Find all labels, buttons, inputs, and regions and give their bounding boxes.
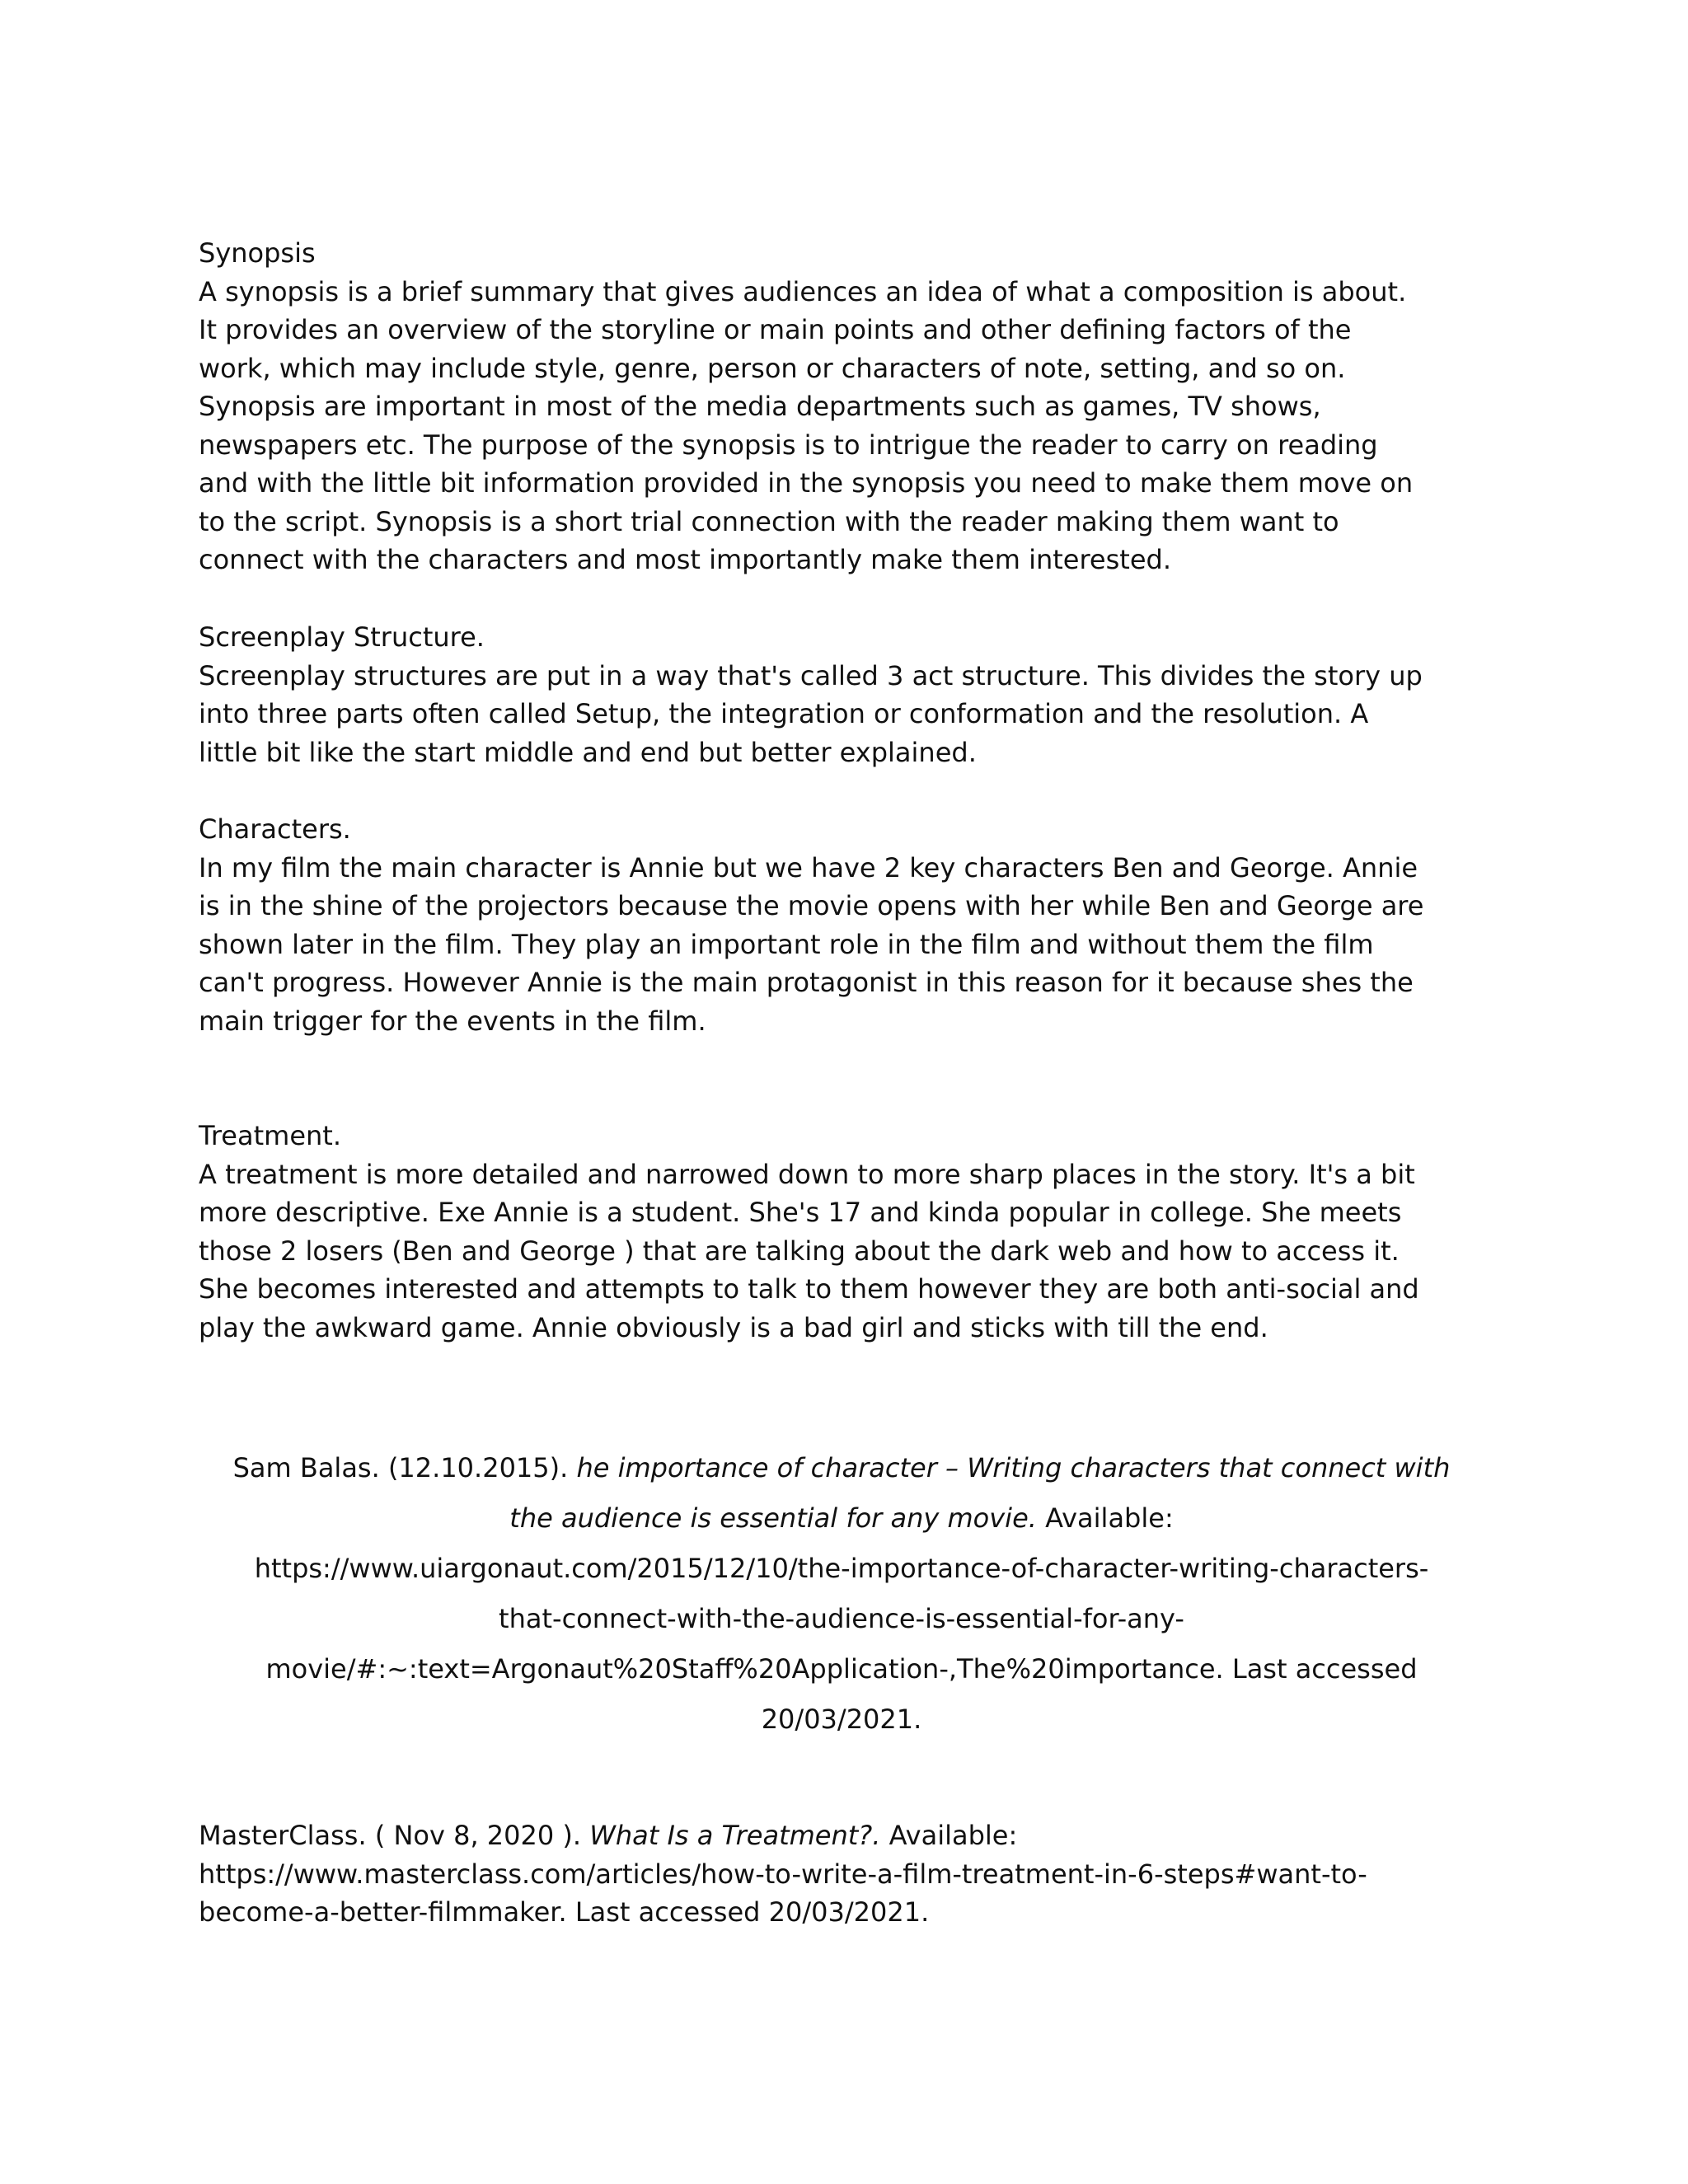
characters-line: shown later in the film. They play an important role in the film and without them the film <box>199 928 1374 960</box>
treatment-heading: Treatment. <box>199 1120 341 1151</box>
characters-line: In my film the main character is Annie but we have 2 key characters Ben and George. Annie <box>199 851 1418 883</box>
treatment-line: more descriptive. Exe Annie is a student. She's 17 and kinda popular in college. She meets <box>199 1197 1402 1228</box>
treatment-line: A treatment is more detailed and narrowed down to more sharp places in the story. It's a bit <box>199 1158 1415 1190</box>
reference-author: Sam Balas. (12.10.2015). <box>232 1452 577 1483</box>
reference-line <box>199 1443 1484 1493</box>
reference-sam-balas <box>199 1443 1484 1745</box>
treatment-line: She becomes interested and attempts to talk to them however they are both anti-social and <box>199 1273 1419 1305</box>
reference-masterclass <box>199 1816 1517 1932</box>
synopsis-section <box>199 234 1517 579</box>
reference-available: Available: <box>880 1820 1018 1851</box>
synopsis-line: work, which may include style, genre, person or characters of note, setting, and so on. <box>199 352 1346 384</box>
treatment-section <box>199 1117 1517 1347</box>
reference-line <box>199 1816 1517 1855</box>
screenplay-heading: Screenplay Structure. <box>199 621 485 653</box>
reference-line <box>199 1493 1484 1544</box>
characters-section <box>199 810 1517 1040</box>
synopsis-line: and with the little bit information provided in the synopsis you need to make them move on <box>199 467 1414 499</box>
screenplay-line: into three parts often called Setup, the integration or conformation and the resolution. A <box>199 698 1369 729</box>
reference-available: Available: <box>1036 1502 1174 1534</box>
synopsis-line: It provides an overview of the storyline or main points and other defining factors of the <box>199 314 1352 345</box>
reference-url: movie/#:~:text=Argonaut%20Staff%20Application-,The%20importance. Last accessed <box>265 1653 1418 1685</box>
screenplay-line: Screenplay structures are put in a way that's called 3 act structure. This divides the story up <box>199 659 1423 691</box>
screenplay-line: little bit like the start middle and end but better explained. <box>199 736 977 768</box>
reference-url: that-connect-with-the-audience-is-essential-for-any- <box>499 1603 1184 1634</box>
reference-title: he importance of character – Writing characters that connect with <box>576 1452 1451 1483</box>
synopsis-heading: Synopsis <box>199 237 316 269</box>
characters-line: is in the shine of the projectors because the movie opens with her while Ben and George are <box>199 890 1424 921</box>
treatment-line: those 2 losers (Ben and George ) that are talking about the dark web and how to access it. <box>199 1235 1400 1267</box>
reference-url: https://www.masterclass.com/articles/how-to-write-a-film-treatment-in-6-steps#want-to- <box>199 1858 1367 1890</box>
reference-title: the audience is essential for any movie. <box>509 1502 1037 1534</box>
synopsis-line: newspapers etc. The purpose of the synopsis is to intrigue the reader to carry on reading <box>199 429 1378 461</box>
synopsis-line: Synopsis are important in most of the media departments such as games, TV shows, <box>199 391 1321 422</box>
characters-line: main trigger for the events in the film. <box>199 1005 706 1037</box>
reference-accessed: 20/03/2021. <box>761 1704 922 1735</box>
synopsis-line: A synopsis is a brief summary that gives audiences an idea of what a composition is about. <box>199 275 1407 307</box>
reference-url: https://www.uiargonaut.com/2015/12/10/the-importance-of-character-writing-characters- <box>254 1553 1429 1584</box>
reference-author: MasterClass. ( Nov 8, 2020 ). <box>199 1820 590 1851</box>
characters-line: can't progress. However Annie is the main protagonist in this reason for it because shes the <box>199 967 1414 998</box>
reference-accessed: become-a-better-filmmaker. Last accessed 20/03/2021. <box>199 1896 930 1928</box>
reference-title: What Is a Treatment?. <box>589 1820 881 1851</box>
characters-heading: Characters. <box>199 813 351 845</box>
synopsis-line: connect with the characters and most importantly make them interested. <box>199 544 1171 575</box>
treatment-line: play the awkward game. Annie obviously is a bad girl and sticks with till the end. <box>199 1311 1268 1343</box>
synopsis-line: to the script. Synopsis is a short trial connection with the reader making them want to <box>199 505 1339 537</box>
screenplay-section <box>199 618 1517 771</box>
